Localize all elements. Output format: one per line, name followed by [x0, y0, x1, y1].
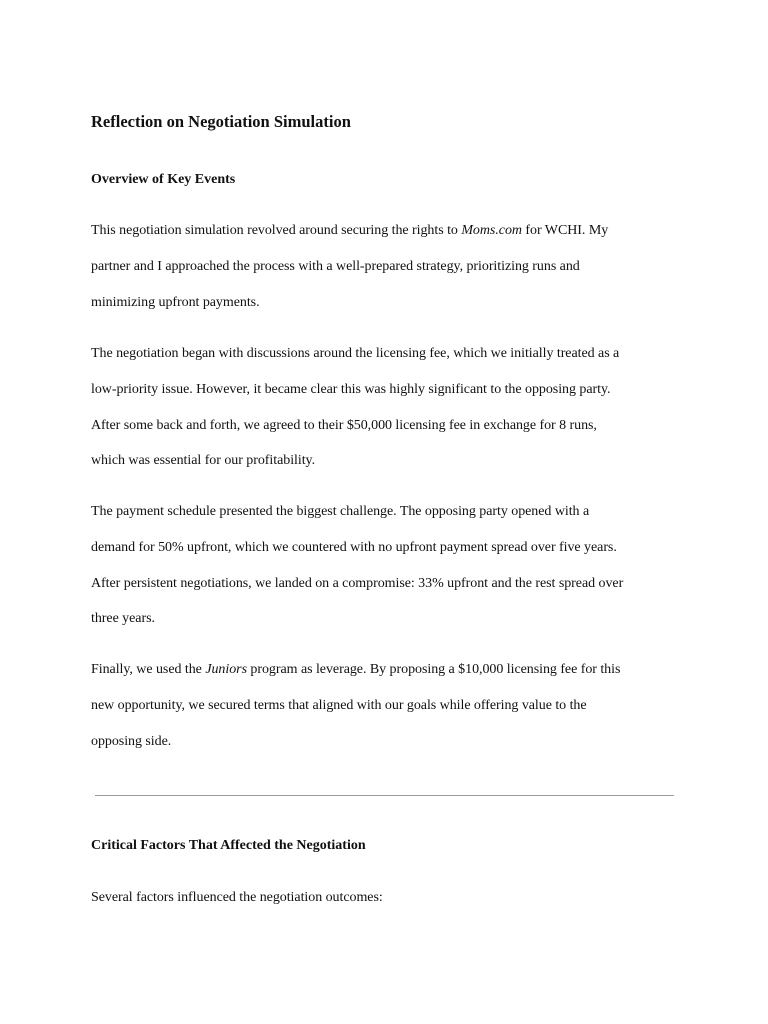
text-line: partner and I approached the process with a well-prepared strategy, prioritizing runs and	[91, 258, 580, 274]
paragraph-payment-schedule	[91, 494, 681, 637]
text-line: demand for 50% upfront, which we countered with no upfront payment spread over five years.	[91, 539, 617, 555]
document-title: Reflection on Negotiation Simulation	[91, 112, 351, 131]
text-line: new opportunity, we secured terms that aligned with our goals while offering value to the	[91, 697, 587, 713]
paragraph-juniors-leverage	[91, 652, 681, 759]
horizontal-divider	[95, 795, 674, 796]
text-line: Finally, we used the Juniors program as leverage. By proposing a $10,000 licensing fee for this	[91, 662, 621, 677]
text-line: which was essential for our profitability.	[91, 453, 316, 469]
program-name-italic: Juniors	[205, 662, 247, 677]
section-heading-overview: Overview of Key Events	[91, 172, 236, 187]
text-line: The negotiation began with discussions around the licensing fee, which we initially treated as a	[91, 346, 620, 361]
paragraph-overview-intro	[91, 213, 681, 320]
section-heading-critical-factors: Critical Factors That Affected the Negotiation	[91, 838, 366, 853]
paragraph-factors-intro	[91, 880, 681, 916]
text-line: minimizing upfront payments.	[91, 294, 260, 310]
text-line: opposing side.	[91, 733, 172, 749]
site-name-italic: Moms.com	[461, 223, 522, 238]
paragraph-licensing-fee	[91, 336, 681, 479]
text-line: The payment schedule presented the biggest challenge. The opposing party opened with a	[91, 504, 590, 519]
text-line: After persistent negotiations, we landed on a compromise: 33% upfront and the rest spread over	[91, 575, 624, 591]
text-line: low-priority issue. However, it became clear this was highly significant to the opposing party.	[91, 381, 611, 397]
text-line: Several factors influenced the negotiation outcomes:	[91, 890, 383, 905]
text-line: After some back and forth, we agreed to their $50,000 licensing fee in exchange for 8 runs,	[91, 417, 597, 433]
text-line: three years.	[91, 611, 155, 627]
text-line: This negotiation simulation revolved around securing the rights to Moms.com for WCHI. My	[91, 223, 609, 238]
